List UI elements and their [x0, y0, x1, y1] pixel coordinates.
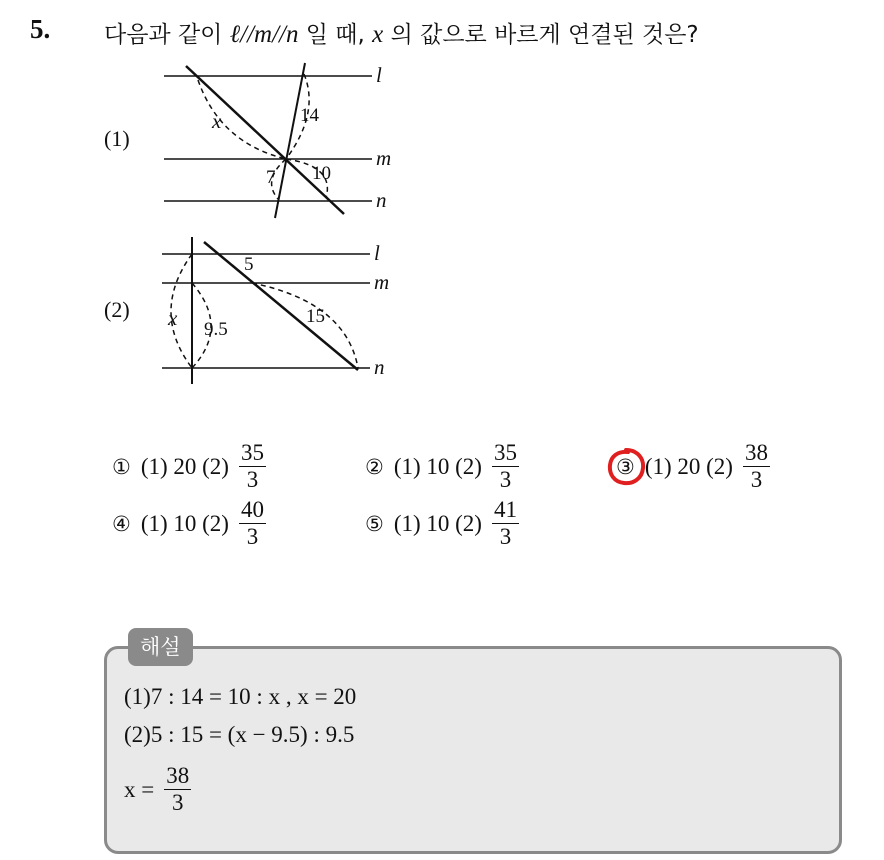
fig2-seg-5: 5 [244, 254, 254, 275]
choice-1-num: 35 [239, 441, 266, 467]
question-text [104, 16, 699, 49]
choice-4-text: (1) 10 (2) [140, 510, 229, 536]
choice-1-den: 3 [246, 467, 259, 493]
choice-5-num: 41 [492, 498, 519, 524]
choice-1-fraction [239, 441, 266, 492]
choice-2-fraction [492, 441, 519, 492]
choice-3-den: 3 [750, 467, 763, 493]
solution-line-3-lhs: x = [124, 776, 155, 802]
choice-4-den: 3 [246, 524, 259, 550]
solution-num: 38 [164, 764, 191, 790]
solution-fraction [164, 764, 191, 815]
question-number: 5. [30, 14, 51, 44]
fig2-label-n: n [374, 355, 385, 379]
fig1-seg-14: 14 [300, 105, 319, 126]
fig2-seg-x: x [168, 306, 178, 330]
fig2-label-m: m [374, 270, 390, 294]
question-text-after: 의 값으로 바르게 연결된 것은? [383, 22, 699, 48]
question-parallel-notation: ℓ//m//n [229, 21, 299, 48]
choice-4-num: 40 [239, 498, 266, 524]
solution-line-3 [124, 764, 191, 815]
figure2-diagram [150, 232, 410, 392]
fig1-seg-x: x [212, 109, 222, 133]
question-variable: x [372, 21, 384, 48]
fig1-transversal-2 [275, 63, 305, 218]
solution-line-1: (1)7 : 14 = 10 : x , x = 20 [124, 684, 357, 709]
choice-2-num: 35 [492, 441, 519, 467]
choice-1-text: (1) 20 (2) [140, 453, 229, 479]
fig2-label-l: l [374, 241, 380, 265]
choice-2-text: (1) 10 (2) [393, 453, 482, 479]
choice-1[interactable] [112, 441, 266, 492]
fig2-seg-15: 15 [306, 306, 325, 327]
solution-tab: 해설 [128, 628, 193, 666]
solution-box [104, 646, 842, 854]
fig1-label-l: l [376, 63, 382, 87]
choice-2-marker: ② [365, 454, 384, 479]
choice-4[interactable] [112, 498, 266, 549]
solution-line-2: (2)5 : 15 = (x − 9.5) : 9.5 [124, 722, 355, 747]
figure1-diagram [150, 58, 410, 228]
fig1-transversal-1 [186, 66, 344, 214]
choice-3-text: (1) 20 (2) [644, 453, 733, 479]
fig1-seg-7: 7 [266, 167, 276, 188]
fig2-seg-9-5: 9.5 [204, 319, 228, 340]
selected-answer-circle-icon [606, 447, 646, 487]
fig1-seg-10: 10 [312, 163, 331, 184]
choice-3-num: 38 [743, 441, 770, 467]
choice-3-marker: ③ [616, 454, 635, 479]
choice-3-fraction [743, 441, 770, 492]
choice-4-fraction [239, 498, 266, 549]
figure2-label: (2) [104, 297, 130, 322]
question-text-mid: 일 때, [298, 22, 373, 48]
choice-5-den: 3 [499, 524, 512, 550]
choice-5[interactable] [365, 498, 519, 549]
choice-4-marker: ④ [112, 511, 131, 536]
choice-1-marker: ① [112, 454, 131, 479]
fig1-label-n: n [376, 188, 387, 212]
fig1-label-m: m [376, 146, 392, 170]
choice-5-text: (1) 10 (2) [393, 510, 482, 536]
solution-den: 3 [171, 790, 184, 816]
figure1-label: (1) [104, 126, 130, 151]
choice-2-den: 3 [499, 467, 512, 493]
choice-5-fraction [492, 498, 519, 549]
choice-2[interactable] [365, 441, 519, 492]
choice-5-marker: ⑤ [365, 511, 384, 536]
question-text-before: 다음과 같이 [104, 22, 230, 48]
